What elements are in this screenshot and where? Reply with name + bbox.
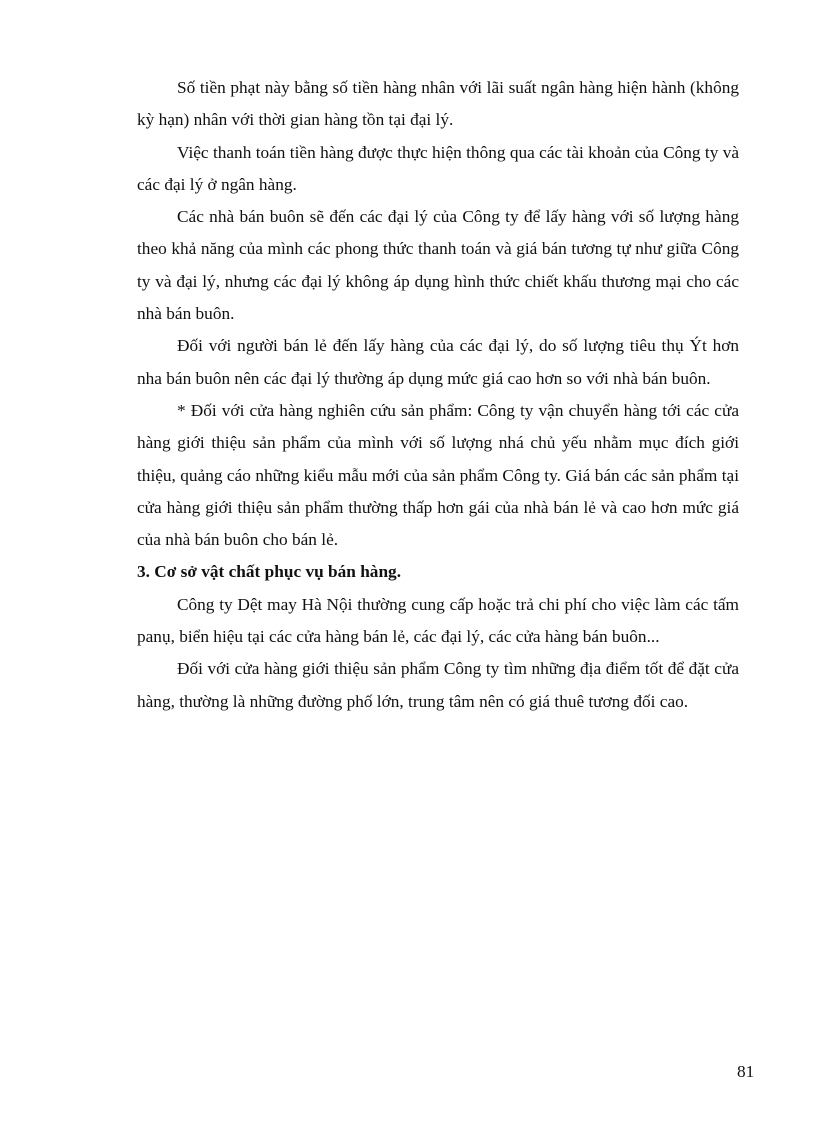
paragraph-wholesalers: Các nhà bán buôn sẽ đến các đại lý của Công ty để lấy hàng với số lượng hàng theo khả năng của mình các phong thức thanh toán và giá bán tương tự như giữa Công ty và đại lý, nhưng các đại lý không áp dụng hình thức chiết khấu thương mại cho các nhà bán buôn. (137, 207, 739, 324)
paragraph-penalty: Số tiền phạt này bằng số tiền hàng nhân với lãi suất ngân hàng hiện hành (không kỳ hạn) nhân với thời gian hàng tồn tại đại lý. (137, 78, 739, 130)
paragraph-locations: Đối với cửa hàng giới thiệu sản phẩm Công ty tìm những địa điểm tốt để đặt cửa hàng, thường là những đường phố lớn, trung tâm nên có giá thuê tương đối cao. (137, 659, 739, 711)
page-number: 81 (737, 1062, 755, 1081)
section-heading: 3. Cơ sở vật chất phục vụ bán hàng. (137, 562, 402, 582)
paragraph-signage: Công ty Dệt may Hà Nội thường cung cấp hoặc trả chi phí cho việc làm các tấm panụ, biển hiệu tại các cửa hàng bán lẻ, các đại lý, các cửa hàng bán buôn... (137, 594, 739, 647)
document-body (137, 72, 739, 718)
paragraph-payment: Việc thanh toán tiền hàng được thực hiện thông qua các tài khoản của Công ty và các đại lý ở ngân hàng. (137, 142, 739, 194)
paragraph-retailers: Đối với người bán lẻ đến lấy hàng của các đại lý, do số lượng tiêu thụ Ýt hơn nha bán buôn nên các đại lý thường áp dụng mức giá cao hơn so với nhà bán buôn. (137, 336, 739, 388)
paragraph-showroom: * Đối với cửa hàng nghiên cứu sản phẩm: Công ty vận chuyển hàng tới các cửa hàng giới thiệu sản phẩm của mình với số lượng nhá chủ yếu nhằm mục đích giới thiệu, quảng cáo những kiểu mẫu mới của sản phẩm Công ty. Giá bán các sản phẩm tại cửa hàng giới thiệu sản phẩm thường thấp hơn gái của nhà bán lẻ và cao hơn mức giá của nhà bán buôn cho bán lẻ. (137, 400, 739, 550)
